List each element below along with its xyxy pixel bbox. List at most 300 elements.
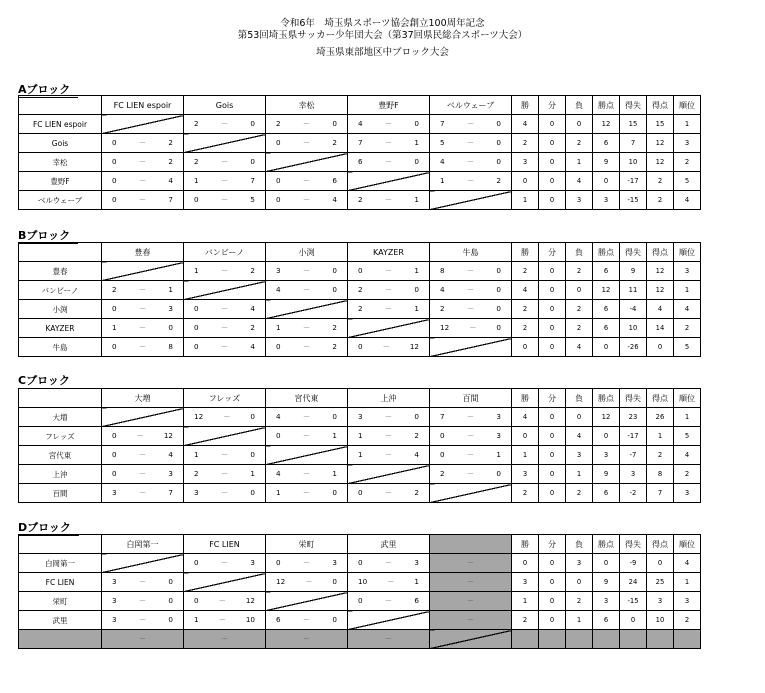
score-dash: －	[384, 431, 393, 440]
stat-cell: 6	[593, 300, 620, 319]
goals-for: 12	[194, 412, 204, 421]
team-column-header: 牛島	[430, 243, 512, 262]
stat-cell: 0	[593, 554, 620, 573]
team-column-header: ベルウェーブ	[430, 96, 512, 115]
self-match-cell	[102, 554, 184, 573]
self-match-cell	[348, 172, 430, 191]
stat-column-header: 負	[566, 96, 593, 115]
stat-cell: 0	[647, 338, 674, 357]
team-column-header: 豊春	[102, 243, 184, 262]
self-match-cell	[430, 338, 512, 357]
goals-against: 0	[332, 412, 337, 421]
score-cell	[102, 191, 184, 210]
stat-cell: 5	[674, 427, 701, 446]
goals-for: 4	[276, 285, 281, 294]
stat-cell: 2	[512, 134, 539, 153]
self-match-cell	[266, 300, 348, 319]
score-cell	[184, 153, 266, 172]
stat-cell: 0	[539, 262, 566, 281]
goals-for: 0	[194, 323, 199, 332]
team-column-header: フレッズ	[184, 389, 266, 408]
stat-cell: 4	[674, 191, 701, 210]
score-pair	[102, 138, 183, 148]
goals-against: 3	[168, 469, 173, 478]
stat-cell: 0	[539, 172, 566, 191]
stat-cell: 10	[620, 153, 647, 172]
score-cell	[266, 115, 348, 134]
team-row-name	[19, 630, 102, 649]
score-pair	[184, 412, 265, 422]
score-dash: －	[138, 195, 147, 204]
score-pair	[266, 266, 347, 276]
score-cell	[102, 153, 184, 172]
score-cell	[348, 484, 430, 503]
goals-against: 1	[496, 450, 501, 459]
score-cell	[348, 191, 430, 210]
table-row	[19, 338, 701, 357]
team-row-name: 小渕	[19, 300, 102, 319]
table-row	[19, 319, 701, 338]
score-dash: －	[305, 577, 313, 586]
stat-cell: 7	[620, 134, 647, 153]
goals-for: 0	[276, 431, 281, 440]
stat-cell: 0	[566, 281, 593, 300]
table-row	[19, 630, 701, 649]
goals-against: 0	[332, 285, 337, 294]
self-match-cell	[348, 611, 430, 630]
score-pair	[430, 157, 511, 167]
goals-for: 0	[358, 488, 363, 497]
score-cell	[184, 191, 266, 210]
goals-for: 3	[112, 615, 117, 624]
score-pair	[430, 176, 511, 186]
score-dash: －	[302, 412, 311, 421]
goals-against: 2	[414, 488, 419, 497]
score-pair	[102, 596, 183, 606]
stat-cell: 2	[674, 153, 701, 172]
goals-against: 2	[168, 157, 173, 166]
stat-cell: 0	[566, 115, 593, 134]
stat-column-header: 負	[566, 535, 593, 554]
self-match-cell	[348, 319, 430, 338]
stat-cell: 0	[566, 408, 593, 427]
score-dash: －	[220, 176, 229, 185]
score-cell	[102, 338, 184, 357]
stat-cell: 4	[566, 338, 593, 357]
stat-cell: 25	[647, 573, 674, 592]
self-match-cell	[266, 446, 348, 465]
stat-cell: -4	[620, 300, 647, 319]
score-cell	[266, 611, 348, 630]
team-column-header: 百間	[430, 389, 512, 408]
goals-for: 0	[112, 450, 117, 459]
goals-for: 2	[358, 285, 363, 294]
goals-against: 0	[250, 450, 255, 459]
goals-against: 10	[245, 615, 255, 624]
stat-cell: -15	[620, 592, 647, 611]
score-pair	[348, 558, 429, 568]
score-pair	[184, 119, 265, 129]
score-pair	[266, 138, 347, 148]
score-dash: －	[138, 323, 147, 332]
table-row	[19, 446, 701, 465]
goals-for: 0	[358, 558, 363, 567]
score-cell	[102, 573, 184, 592]
score-cell	[430, 153, 512, 172]
stat-cell: 0	[539, 573, 566, 592]
goals-for: 8	[440, 266, 445, 275]
goals-against: 2	[414, 431, 419, 440]
stat-cell: -7	[620, 446, 647, 465]
score-cell	[348, 300, 430, 319]
score-dash: －	[302, 176, 311, 185]
stat-cell: 0	[620, 611, 647, 630]
team-row-name: KAYZER	[19, 319, 102, 338]
stat-cell: -2	[620, 484, 647, 503]
score-pair	[266, 488, 347, 498]
stat-cell	[620, 630, 647, 649]
score-cell	[430, 115, 512, 134]
goals-for: 0	[276, 195, 281, 204]
stat-cell: 3	[620, 465, 647, 484]
stat-cell: 0	[647, 554, 674, 573]
goals-against: 0	[496, 469, 501, 478]
stat-cell: 10	[647, 611, 674, 630]
team-row-name: 武里	[19, 611, 102, 630]
self-match-cell	[102, 262, 184, 281]
standings-table	[18, 95, 701, 210]
score-dash: －	[384, 596, 393, 605]
stat-column-header: 分	[539, 535, 566, 554]
block-label: Cブロック	[18, 374, 70, 387]
score-cell	[430, 446, 512, 465]
stat-cell: 3	[512, 153, 539, 172]
score-dash: －	[138, 596, 147, 605]
goals-against: 1	[250, 469, 255, 478]
score-pair	[348, 195, 429, 205]
score-pair	[348, 577, 429, 587]
goals-for: 6	[276, 615, 281, 624]
score-pair	[102, 323, 183, 333]
goals-for: 0	[276, 342, 281, 351]
goals-against: 0	[332, 266, 337, 275]
score-cell	[266, 465, 348, 484]
score-dash: －	[302, 285, 311, 294]
stat-column-header: 得点	[647, 535, 674, 554]
goals-against: 4	[414, 450, 419, 459]
stat-cell: -15	[620, 191, 647, 210]
goals-against: 1	[414, 304, 419, 313]
stat-cell: 4	[512, 281, 539, 300]
standings-table	[18, 388, 701, 503]
stat-cell: 1	[674, 573, 701, 592]
score-cell	[348, 427, 430, 446]
goals-for: 0	[194, 342, 199, 351]
goals-against: 5	[250, 195, 255, 204]
score-pair	[266, 342, 347, 352]
stat-cell: 3	[566, 554, 593, 573]
stat-cell: 0	[539, 191, 566, 210]
score-cell	[102, 281, 184, 300]
goals-against: 3	[168, 304, 173, 313]
score-dash: －	[138, 138, 147, 147]
goals-for: 2	[194, 469, 199, 478]
stat-cell: 2	[512, 300, 539, 319]
score-cell	[184, 446, 266, 465]
self-match-cell	[184, 134, 266, 153]
table-row	[19, 262, 701, 281]
stat-cell: 4	[566, 172, 593, 191]
goals-against: 0	[496, 266, 501, 275]
team-row-name: 宮代東	[19, 446, 102, 465]
score-dash: －	[220, 195, 229, 204]
stat-cell: 0	[512, 554, 539, 573]
score-dash: －	[469, 323, 477, 332]
goals-for: 2	[358, 195, 363, 204]
score-cell	[266, 191, 348, 210]
goals-against: 4	[168, 450, 173, 459]
team-row-name: 白岡第一	[19, 554, 102, 573]
goals-against: 12	[163, 431, 173, 440]
table-row	[19, 611, 701, 630]
table-row	[19, 115, 701, 134]
score-cell	[348, 592, 430, 611]
goals-against: 6	[414, 596, 419, 605]
goals-against: 0	[496, 285, 501, 294]
score-pair	[430, 431, 511, 441]
score-cell	[348, 408, 430, 427]
stat-cell: 5	[674, 172, 701, 191]
stat-cell: 12	[593, 281, 620, 300]
goals-for: 3	[112, 596, 117, 605]
stat-cell: 12	[647, 281, 674, 300]
stat-cell: 9	[593, 153, 620, 172]
stat-cell: 1	[566, 153, 593, 172]
stat-column-header: 負	[566, 389, 593, 408]
score-dash: －	[466, 412, 475, 421]
score-cell	[102, 172, 184, 191]
stat-cell: 3	[674, 592, 701, 611]
score-dash: －	[384, 195, 393, 204]
stat-cell: 4	[674, 554, 701, 573]
team-row-name: 百間	[19, 484, 102, 503]
team-row-name: フレッズ	[19, 427, 102, 446]
score-cell	[266, 427, 348, 446]
stat-cell: 11	[620, 281, 647, 300]
stat-cell: -17	[620, 427, 647, 446]
stat-cell: 5	[674, 338, 701, 357]
stat-cell: 0	[539, 484, 566, 503]
team-column-header: 栄町	[266, 535, 348, 554]
goals-against: 1	[414, 138, 419, 147]
stat-cell: 2	[512, 611, 539, 630]
stat-cell: 0	[593, 172, 620, 191]
stat-cell: 1	[674, 281, 701, 300]
stat-column-header: 順位	[674, 535, 701, 554]
stat-cell: 4	[512, 408, 539, 427]
stat-column-header: 得点	[647, 243, 674, 262]
score-cell	[102, 484, 184, 503]
stat-cell: 0	[539, 592, 566, 611]
stat-cell: 12	[593, 408, 620, 427]
score-pair	[184, 323, 265, 333]
goals-against: 7	[250, 176, 255, 185]
score-dash: －	[302, 469, 311, 478]
corner-cell	[19, 535, 102, 554]
stat-cell: 2	[566, 300, 593, 319]
table-row	[19, 408, 701, 427]
goals-for: 1	[358, 450, 363, 459]
goals-for: 3	[358, 412, 363, 421]
goals-for: 2	[358, 304, 363, 313]
score-dash: －	[466, 558, 475, 567]
score-pair	[430, 138, 511, 148]
block-label: Aブロック	[18, 83, 71, 96]
score-cell	[430, 319, 512, 338]
goals-for: 7	[358, 138, 363, 147]
score-pair	[266, 558, 347, 568]
score-cell	[102, 592, 184, 611]
score-dash: －	[136, 431, 144, 440]
score-cell	[430, 134, 512, 153]
stat-cell: 1	[566, 465, 593, 484]
goals-against: 2	[332, 342, 337, 351]
goals-for: 0	[276, 176, 281, 185]
score-pair	[348, 119, 429, 129]
team-row-name: 豊春	[19, 262, 102, 281]
goals-against: 3	[250, 558, 255, 567]
stat-cell	[674, 630, 701, 649]
stat-column-header: 分	[539, 96, 566, 115]
goals-against: 0	[414, 412, 419, 421]
score-pair	[266, 176, 347, 186]
score-pair	[348, 157, 429, 167]
stat-cell: 3	[566, 446, 593, 465]
score-dash: －	[466, 157, 475, 166]
score-cell	[430, 408, 512, 427]
stat-cell: 1	[674, 115, 701, 134]
score-pair	[102, 577, 183, 587]
score-dash: －	[466, 577, 475, 586]
score-dash: －	[466, 431, 475, 440]
team-row-name: FC LIEN	[19, 573, 102, 592]
score-dash: －	[466, 615, 475, 624]
goals-for: 0	[276, 138, 281, 147]
corner-cell	[19, 389, 102, 408]
goals-for: 0	[112, 176, 117, 185]
goals-for: 2	[440, 469, 445, 478]
score-dash: －	[384, 412, 393, 421]
stat-cell: 9	[620, 262, 647, 281]
score-pair	[102, 431, 183, 441]
goals-for: 1	[194, 615, 199, 624]
goals-against: 12	[245, 596, 255, 605]
stat-column-header: 分	[539, 389, 566, 408]
stat-column-header: 順位	[674, 389, 701, 408]
score-dash: －	[384, 157, 393, 166]
score-cell	[102, 427, 184, 446]
stat-column-header: 得点	[647, 96, 674, 115]
stat-column-header: 得点	[647, 389, 674, 408]
goals-against: 0	[414, 285, 419, 294]
goals-for: 6	[358, 157, 363, 166]
table-row	[19, 300, 701, 319]
header-row	[19, 96, 701, 115]
goals-against: 0	[332, 577, 337, 586]
score-dash: －	[466, 469, 475, 478]
stat-cell: 4	[674, 446, 701, 465]
team-column-header: 白岡第一	[102, 535, 184, 554]
score-dash: －	[138, 469, 147, 478]
score-dash: －	[220, 450, 229, 459]
standings-table	[18, 534, 701, 649]
stat-cell: -26	[620, 338, 647, 357]
score-pair	[266, 577, 347, 587]
tournament-title-line2: 第53回埼玉県サッカー少年団大会（第37回県民総合スポーツ大会）	[237, 30, 528, 41]
stat-cell: 9	[593, 573, 620, 592]
stat-cell: 0	[539, 408, 566, 427]
table-row	[19, 573, 701, 592]
goals-for: 0	[358, 342, 363, 351]
score-pair	[102, 195, 183, 205]
score-pair	[430, 323, 511, 333]
stat-column-header: 勝点	[593, 243, 620, 262]
team-row-name: 豊野F	[19, 172, 102, 191]
stat-cell	[566, 630, 593, 649]
stat-column-header: 勝点	[593, 96, 620, 115]
score-pair	[430, 412, 511, 422]
team-row-name: バンビーノ	[19, 281, 102, 300]
header-row	[19, 535, 701, 554]
score-dash: －	[138, 176, 147, 185]
stat-cell: 24	[620, 573, 647, 592]
score-cell	[348, 134, 430, 153]
goals-against: 3	[332, 558, 337, 567]
stat-cell: 6	[593, 484, 620, 503]
stat-cell: 4	[647, 300, 674, 319]
stat-cell: 0	[512, 172, 539, 191]
stat-cell: 2	[674, 319, 701, 338]
score-cell	[184, 262, 266, 281]
table-row	[19, 172, 701, 191]
stat-cell: 12	[647, 262, 674, 281]
team-column-header: 武里	[348, 535, 430, 554]
score-pair	[266, 469, 347, 479]
stat-cell: 14	[647, 319, 674, 338]
score-pair	[430, 469, 511, 479]
score-cell	[184, 172, 266, 191]
score-dash: －	[138, 634, 147, 643]
goals-for: 2	[194, 119, 199, 128]
goals-for: 1	[358, 431, 363, 440]
stat-cell: 2	[566, 592, 593, 611]
score-pair	[102, 450, 183, 460]
stat-cell: -17	[620, 172, 647, 191]
score-cell	[348, 262, 430, 281]
goals-for: 1	[276, 488, 281, 497]
table-row	[19, 465, 701, 484]
stat-cell: 0	[512, 427, 539, 446]
stat-cell: 3	[647, 592, 674, 611]
goals-against: 4	[250, 342, 255, 351]
self-match-cell	[266, 153, 348, 172]
score-dash: －	[302, 431, 311, 440]
header-row	[19, 243, 701, 262]
score-cell	[348, 153, 430, 172]
stat-cell: 3	[674, 484, 701, 503]
stat-cell: 1	[512, 446, 539, 465]
stat-cell: 6	[593, 611, 620, 630]
